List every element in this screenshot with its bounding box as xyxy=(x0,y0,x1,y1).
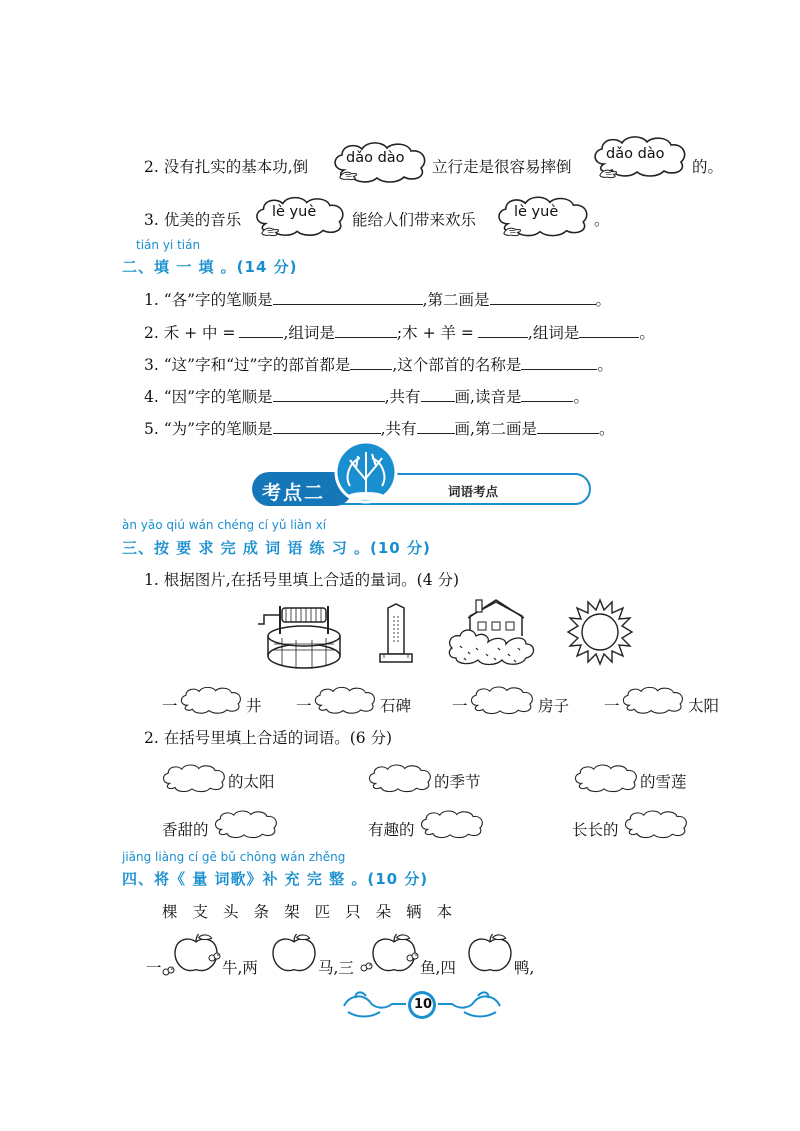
answer-blank[interactable] xyxy=(421,386,455,402)
q5-text-b: ,共有 xyxy=(380,420,417,438)
measure-word-options xyxy=(162,902,467,922)
answer-cloud[interactable] xyxy=(312,680,378,720)
word-fill-text: 有趣的 xyxy=(368,821,415,839)
answer-blank[interactable] xyxy=(417,418,455,434)
answer-cloud[interactable] xyxy=(160,758,228,798)
answer-blank[interactable] xyxy=(335,322,397,338)
answer-cloud[interactable] xyxy=(178,680,244,720)
pinyin-cloud xyxy=(494,194,592,238)
song-text: 马,三 xyxy=(318,959,354,977)
q4-text-a: 4. “因”字的笔顺是 xyxy=(144,388,273,406)
q2-text-b: ,组词是 xyxy=(283,324,335,342)
q2-text-d: ,组词是 xyxy=(527,324,580,342)
word-fill-text: 的季节 xyxy=(434,773,481,791)
option-word: 支 xyxy=(192,903,209,921)
option-word: 只 xyxy=(345,903,361,921)
measure-prefix: 一 xyxy=(296,697,312,715)
q5-text-c: 画,第二画是 xyxy=(454,420,537,438)
banner-subtitle: 词语考点 xyxy=(448,484,499,499)
pinyin-cloud-text: lè yuè xyxy=(514,204,559,220)
section-3-q2-prompt: 2. 在括号里填上合适的词语。(6 分) xyxy=(144,729,393,747)
measure-noun: 房子 xyxy=(538,697,570,715)
q5-text-a: 5. “为”字的笔顺是 xyxy=(144,420,273,438)
option-word: 朵 xyxy=(375,903,392,921)
banner-title: 考点二 xyxy=(262,482,326,504)
option-word: 匹 xyxy=(314,903,331,921)
section-4-title: 四、将《 量 词歌》补 充 完 整 。(10 分) xyxy=(122,870,429,888)
word-fill-text: 长长的 xyxy=(572,821,619,839)
q3-text-a: 3. “这”字和“过”字的部首都是 xyxy=(144,356,351,374)
pinyin-cloud xyxy=(330,140,430,184)
page-number-ornament xyxy=(340,988,504,1022)
section-banner xyxy=(248,440,598,508)
section-2-q5 xyxy=(144,418,614,439)
pinyin-cloud-text: dǎo dào xyxy=(346,150,405,166)
answer-blank[interactable] xyxy=(273,386,385,402)
page-number: 10 xyxy=(414,997,433,1012)
section-2-title: 二、填 一 填 。(14 分) xyxy=(122,258,298,276)
stone-tablet-icon xyxy=(376,602,416,664)
song-text: 牛,两 xyxy=(222,959,258,977)
answer-cloud[interactable] xyxy=(212,804,280,844)
sun-icon xyxy=(566,598,634,666)
answer-blank[interactable] xyxy=(273,418,381,434)
q3-text-b: ,这个部首的名称是 xyxy=(392,356,522,374)
section-3-pinyin: àn yāo qiú wán chéng cí yǔ liàn xí xyxy=(122,518,327,532)
measure-prefix: 一 xyxy=(452,697,468,715)
well-icon xyxy=(258,600,346,672)
measure-noun: 石碑 xyxy=(380,697,412,715)
song-text: 鸭, xyxy=(514,959,535,977)
answer-blank[interactable] xyxy=(350,354,392,370)
word-fill-text: 的雪莲 xyxy=(640,773,687,791)
answer-cloud[interactable] xyxy=(622,804,690,844)
pinyin-cloud xyxy=(590,134,690,178)
q4-text-b: ,共有 xyxy=(384,388,421,406)
worm-icon xyxy=(208,950,222,962)
apple-answer-box[interactable] xyxy=(268,932,320,976)
measure-noun: 井 xyxy=(246,697,262,715)
question-2-text-a: 2. 没有扎实的基本功,倒 xyxy=(144,158,309,176)
measure-noun: 太阳 xyxy=(688,697,720,715)
option-word: 条 xyxy=(253,903,270,921)
option-word: 棵 xyxy=(162,903,178,921)
section-2-q4 xyxy=(144,386,589,407)
option-word: 辆 xyxy=(406,903,422,921)
answer-cloud[interactable] xyxy=(468,680,536,720)
song-text: 一 xyxy=(146,959,162,977)
q1-text-b: ,第二画是 xyxy=(422,291,490,309)
section-4-pinyin: jiāng liàng cí gē bǔ chōng wán zhěng xyxy=(122,850,346,864)
word-fill-text: 香甜的 xyxy=(162,821,209,839)
section-2-q2 xyxy=(144,322,655,343)
question-3-text-c: 。 xyxy=(594,211,610,229)
word-fill-text: 的太阳 xyxy=(228,773,275,791)
answer-blank[interactable] xyxy=(521,386,573,402)
q4-text-c: 画,读音是 xyxy=(454,388,522,406)
question-3-text-a: 3. 优美的音乐 xyxy=(144,211,242,229)
measure-prefix: 一 xyxy=(162,697,178,715)
answer-cloud[interactable] xyxy=(572,758,640,798)
answer-blank[interactable] xyxy=(239,322,283,338)
q3-text-c: 。 xyxy=(597,356,613,374)
answer-blank[interactable] xyxy=(490,289,596,305)
question-2-text-b: 立行走是很容易摔倒 xyxy=(432,158,572,176)
pinyin-cloud-text: dǎo dào xyxy=(606,146,665,162)
q1-text-c: 。 xyxy=(595,291,612,309)
answer-blank[interactable] xyxy=(273,289,423,305)
section-3-q1-prompt: 1. 根据图片,在括号里填上合适的量词。(4 分) xyxy=(144,571,460,589)
section-2-q1 xyxy=(144,289,611,310)
pinyin-cloud xyxy=(252,194,348,238)
q1-text-a: 1. “各”字的笔顺是 xyxy=(144,291,273,309)
answer-blank[interactable] xyxy=(521,354,597,370)
answer-cloud[interactable] xyxy=(620,680,686,720)
section-3-title: 三、按 要 求 完 成 词 语 练 习 。(10 分) xyxy=(122,539,431,557)
section-2-q3 xyxy=(144,354,613,375)
apple-answer-box[interactable] xyxy=(464,932,516,976)
option-word: 本 xyxy=(436,903,453,921)
q4-text-d: 。 xyxy=(573,388,589,406)
pinyin-cloud-text: lè yuè xyxy=(272,204,317,220)
song-text: 鱼,四 xyxy=(420,959,456,977)
option-word: 架 xyxy=(284,903,300,921)
q2-text-c: ;木 + 羊 = xyxy=(396,324,474,342)
question-2-text-c: 的。 xyxy=(692,158,724,176)
answer-cloud[interactable] xyxy=(418,804,486,844)
house-icon xyxy=(446,596,536,668)
worm-icon xyxy=(406,950,420,962)
section-2-pinyin: tián yi tián xyxy=(136,238,201,252)
question-3-text-b: 能给人们带来欢乐 xyxy=(352,211,477,229)
q2-text-a: 2. 禾 + 中 = xyxy=(144,324,236,342)
answer-blank[interactable] xyxy=(579,322,639,338)
q5-text-d: 。 xyxy=(598,420,615,438)
option-word: 头 xyxy=(223,903,239,921)
q2-text-e: 。 xyxy=(639,324,655,342)
answer-blank[interactable] xyxy=(478,322,528,338)
answer-blank[interactable] xyxy=(537,418,599,434)
answer-cloud[interactable] xyxy=(366,758,434,798)
measure-prefix: 一 xyxy=(604,697,620,715)
